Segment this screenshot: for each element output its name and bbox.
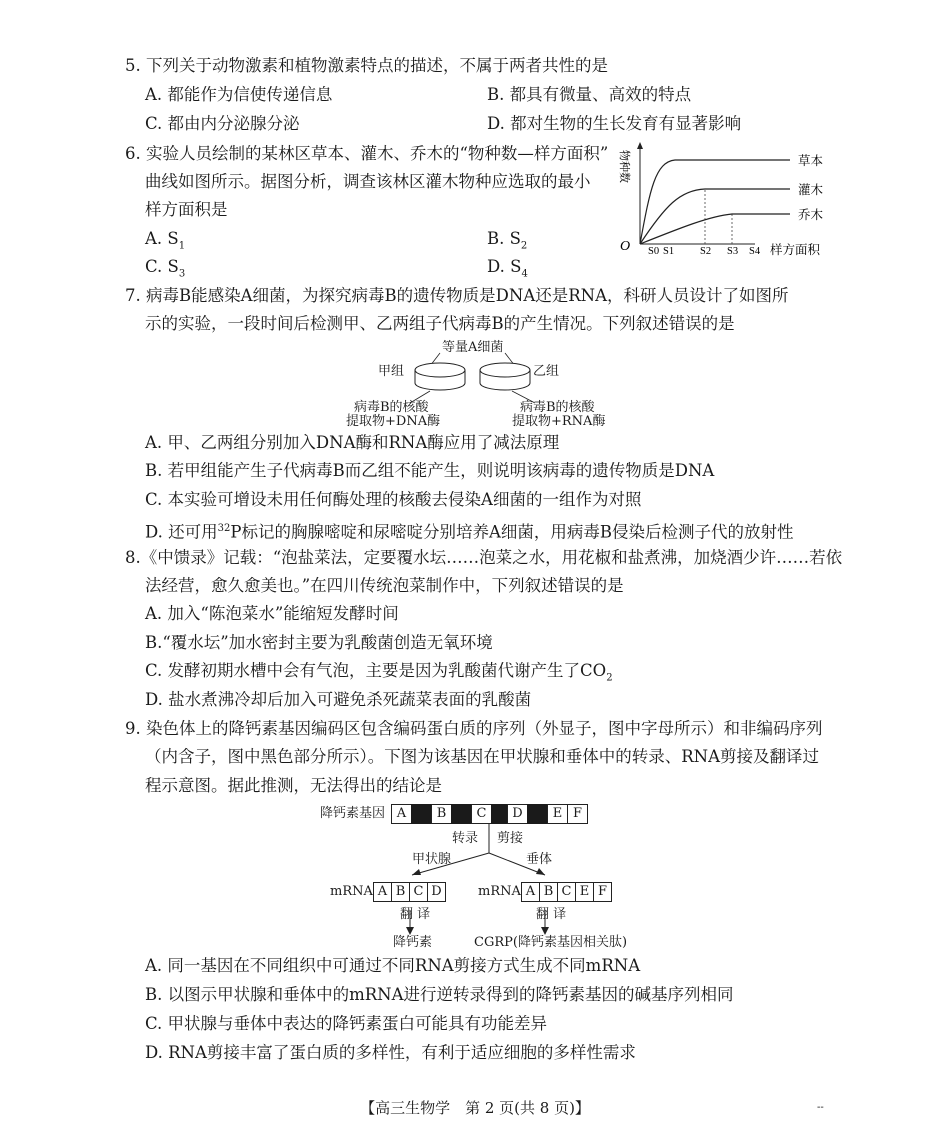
x-axis-label: 样方面积 [770, 242, 821, 257]
q6-option-c: C. $S_3$ [145, 257, 186, 280]
dish-group-b [480, 363, 530, 390]
tick-s3: S3 [727, 246, 739, 257]
series-label-tree: 乔木 [798, 207, 824, 222]
q7-stem-line1: 7. 病毒B能感染A细菌，为探究病毒B的遗传物质是DNA还是RNA，科研人员设计了如图所 [125, 286, 789, 305]
exon-d: D [507, 804, 528, 824]
intron-1 [411, 804, 432, 824]
q8-stem-line1: 8.《中馈录》记载：“泡盐菜法，定要覆水坛……泡菜之水，用花椒和盐煮沸，加烧酒少许……若依 [125, 548, 843, 567]
intron-3 [491, 804, 508, 824]
q9-option-d: D. RNA剪接丰富了蛋白质的多样性，有利于适应细胞的多样性需求 [145, 1043, 636, 1062]
exon-e: E [547, 804, 568, 824]
intron-2 [451, 804, 472, 824]
q8-option-c: C. 发酵初期水槽中会有气泡，主要是因为乳酸菌代谢产生了$CO_2$ [145, 661, 613, 684]
mrna2-exon-b: B [539, 882, 558, 902]
splicing-arrows [320, 823, 640, 938]
fig-right-note-2: 提取物+RNA酶 [512, 414, 606, 429]
fig-left-note-2: 提取物+DNA酶 [346, 414, 441, 429]
exon-c: C [471, 804, 492, 824]
q6-option-d: D. $S_4$ [487, 257, 528, 280]
splice-label: 剪接 [497, 831, 524, 846]
q5-option-c: C. 都由内分泌腺分泌 [145, 114, 300, 133]
q5-stem: 5. 下列关于动物激素和植物激素特点的描述，不属于两者共性的是 [125, 56, 608, 75]
tick-s4: S4 [749, 246, 761, 257]
thyroid-label: 甲状腺 [412, 852, 452, 867]
q7-option-d: D. 还可用$^{32}$P标记的胸腺嘧啶和尿嘧啶分别培养A细菌，用病毒B侵染后检测子代的放射性 [145, 522, 794, 542]
series-label-shrub: 灌木 [798, 182, 824, 197]
product-cgrp: CGRP(降钙素基因相关肽) [474, 935, 628, 950]
exon-a: A [391, 804, 412, 824]
q6-stem-line2: 曲线如图所示。据图分析，调查该林区灌木物种应选取的最小 [145, 172, 591, 191]
q8-option-b: B.“覆水坛”加水密封主要为乳酸菌创造无氧环境 [145, 633, 493, 652]
mrna1-exon-b: B [391, 882, 410, 902]
y-axis-label: 物种数 [618, 150, 631, 183]
q9-option-b: B. 以图示甲状腺和垂体中的mRNA进行逆转录得到的降钙素基因的碱基序列相同 [145, 985, 734, 1004]
mrna2-exon-a: A [521, 882, 540, 902]
mrna-label-thyroid: mRNA [330, 884, 373, 899]
q9-option-c: C. 甲状腺与垂体中表达的降钙素蛋白可能具有功能差异 [145, 1014, 548, 1033]
q7-option-a: A. 甲、乙两组分别加入DNA酶和RNA酶应用了减法原理 [145, 433, 560, 452]
series-label-herb: 草本 [798, 153, 824, 168]
translate-label-2: 翻 译 [536, 907, 567, 922]
mrna1-exon-a: A [373, 882, 392, 902]
exon-b: B [431, 804, 452, 824]
q6-stem-line3: 样方面积是 [145, 200, 228, 219]
q5-option-d: D. 都对生物的生长发育有显著影响 [487, 114, 742, 133]
mrna1-exon-c: C [409, 882, 428, 902]
fig-top-label: 等量A细菌 [442, 340, 504, 355]
q5-option-b: B. 都具有微量、高效的特点 [487, 85, 692, 104]
tick-s1: S1 [663, 246, 675, 257]
q7-stem-line2: 示的实验，一段时间后检测甲、乙两组子代病毒B的产生情况。下列叙述错误的是 [145, 314, 735, 333]
mrna2-exon-e: E [575, 882, 594, 902]
q9-stem-line3: 程示意图。据此推测，无法得出的结论是 [145, 776, 442, 795]
q6-option-b: B. $S_2$ [487, 229, 528, 252]
mrna2-exon-c: C [557, 882, 576, 902]
q6-option-a: A. $S_1$ [145, 229, 186, 252]
fig-right-note-1: 病毒B的核酸 [520, 400, 595, 415]
q7-option-c: C. 本实验可增设未用任何酶处理的核酸去侵染A细菌的一组作为对照 [145, 490, 642, 509]
intron-4 [527, 804, 548, 824]
q8-option-a: A. 加入“陈泡菜水”能缩短发酵时间 [145, 604, 399, 623]
q8-stem-line2: 法经营，愈久愈美也。”在四川传统泡菜制作中，下列叙述错误的是 [145, 576, 624, 595]
chart-origin: O [620, 239, 631, 254]
exon-f: F [567, 804, 588, 824]
q9-stem-line2: （内含子，图中黑色部分所示）。下图为该基因在甲状腺和垂体中的转录、RNA剪接及翻译过 [145, 747, 820, 766]
pituitary-label: 垂体 [526, 852, 553, 867]
species-area-chart [615, 140, 845, 262]
mrna-label-pituitary: mRNA [478, 884, 521, 899]
q9-stem-line1: 9. 染色体上的降钙素基因编码区包含编码蛋白质的序列（外显子，图中字母所示）和非编码序列 [125, 719, 823, 738]
product-calcitonin: 降钙素 [393, 935, 433, 950]
gene-label: 降钙素基因 [320, 806, 386, 821]
tree-curve [640, 214, 790, 244]
tick-s0: S0 [648, 246, 660, 257]
dish-group-a [415, 363, 465, 390]
fig-left-note-1: 病毒B的核酸 [354, 400, 429, 415]
corner-mark: -- [817, 1102, 824, 1113]
translate-label-1: 翻 译 [400, 907, 431, 922]
q5-option-a: A. 都能作为信使传递信息 [145, 85, 333, 104]
q6-stem-line1: 6. 实验人员绘制的某林区草本、灌木、乔木的“物种数—样方面积” [125, 144, 609, 163]
q7-option-b: B. 若甲组能产生子代病毒B而乙组不能产生，则说明该病毒的遗传物质是DNA [145, 461, 715, 480]
q8-option-d: D. 盐水煮沸冷却后加入可避免杀死蔬菜表面的乳酸菌 [145, 690, 532, 709]
fig-group-a-label: 甲组 [378, 364, 405, 379]
transcribe-label: 转录 [452, 831, 479, 846]
fig-group-b-label: 乙组 [533, 364, 560, 379]
page-footer: 【高三生物学 第 2 页(共 8 页)】 [360, 1099, 590, 1117]
mrna1-exon-d: D [427, 882, 446, 902]
tick-s2: S2 [700, 246, 712, 257]
mrna2-exon-f: F [593, 882, 612, 902]
q9-option-a: A. 同一基因在不同组织中可通过不同RNA剪接方式生成不同mRNA [145, 956, 641, 975]
herb-curve [640, 160, 790, 244]
